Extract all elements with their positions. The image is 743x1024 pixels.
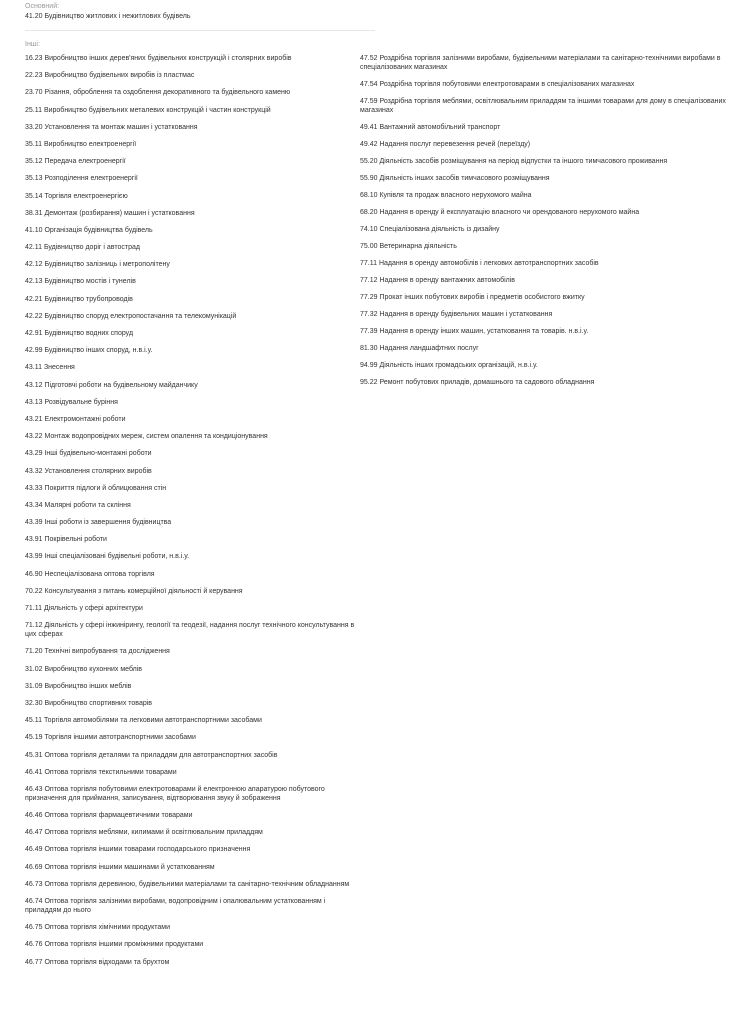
activity-item: 42.99 Будівництво інших споруд, н.в.і.у. <box>25 347 153 355</box>
activity-item: 42.13 Будівництво мостів і тунелів <box>25 278 136 286</box>
activity-item: 42.21 Будівництво трубопроводів <box>25 295 133 303</box>
other-activities-label: Інші: <box>25 41 40 48</box>
activity-item: 38.31 Демонтаж (розбирання) машин і устатковання <box>25 209 195 217</box>
activity-item: 43.99 Інші спеціалізовані будівельні роботи, н.в.і.у. <box>25 553 190 561</box>
activity-item: 42.11 Будівництво доріг і автострад <box>25 244 140 252</box>
activity-item: 33.20 Установлення та монтаж машин і устатковання <box>25 123 198 131</box>
other-activities-right-column <box>360 54 735 395</box>
activity-item: 71.12 Діяльність у сфері інжинірингу, геології та геодезії, надання послуг технічного консультування в цих сферах <box>25 622 355 639</box>
activity-item: 68.20 Надання в оренду й експлуатацію власного чи орендованого нерухомого майна <box>360 209 640 216</box>
activity-item: 35.14 Торгівля електроенергією <box>25 192 128 200</box>
activity-item: 43.91 Покрівельні роботи <box>25 536 107 544</box>
activity-item: 77.29 Прокат інших побутових виробів і предметів особистого вжитку <box>360 294 585 301</box>
activity-item: 43.34 Малярні роботи та скління <box>25 501 131 509</box>
activity-item: 46.77 Оптова торгівля відходами та брухтом <box>25 958 170 966</box>
activity-item: 16.23 Виробництво інших дерев'яних будівельних конструкцій і столярних виробів <box>25 55 292 62</box>
activity-item: 77.11 Надання в оренду автомобілів і легкових автотранспортних засобів <box>360 260 599 267</box>
activity-item: 41.10 Організація будівництва будівель <box>25 226 153 234</box>
activity-item: 77.12 Надання в оренду вантажних автомобілів <box>360 277 516 284</box>
activity-item: 70.22 Консультування з питань комерційної діяльності й керування <box>25 587 243 595</box>
activity-item: 43.13 Розвідувальне буріння <box>25 398 118 406</box>
activity-item: 75.00 Ветеринарна діяльність <box>360 243 457 250</box>
activity-item: 45.31 Оптова торгівля деталями та приладдям для автотранспортних засобів <box>25 751 278 759</box>
activity-item: 43.21 Електромонтажні роботи <box>25 415 126 423</box>
activity-item: 74.10 Спеціалізована діяльність із дизайну <box>360 226 500 233</box>
activity-item: 46.49 Оптова торгівля іншими товарами господарського призначення <box>25 846 251 854</box>
activity-item: 46.41 Оптова торгівля текстильними товарами <box>25 768 177 776</box>
activity-item: 43.22 Монтаж водопровідних мереж, систем опалення та кондиціонування <box>25 433 268 441</box>
section-divider <box>25 30 375 31</box>
activity-item: 22.23 Виробництво будівельних виробів із пластмас <box>25 72 195 80</box>
activity-item: 35.13 Розподілення електроенергії <box>25 175 138 183</box>
activity-item: 43.11 Знесення <box>25 364 75 372</box>
activity-item: 43.32 Установлення столярних виробів <box>25 467 152 475</box>
activity-item: 68.10 Купівля та продаж власного нерухомого майна <box>360 192 532 199</box>
activity-item: 94.99 Діяльність інших громадських організацій, н.в.і.у. <box>360 362 538 369</box>
activity-item: 35.12 Передача електроенергії <box>25 158 126 166</box>
activity-item: 46.69 Оптова торгівля іншими машинами й устаткованням <box>25 863 215 871</box>
activity-item: 45.11 Торгівля автомобілями та легковими автотранспортними засобами <box>25 717 262 725</box>
activity-item: 46.43 Оптова торгівля побутовими електротоварами й електронною апаратурою побутового призначення для приймання, записування, відтворювання звуку й зображення <box>25 785 325 802</box>
activity-item: 43.12 Підготовчі роботи на будівельному майданчику <box>25 381 198 389</box>
activity-item: 49.42 Надання послуг перевезення речей (переїзду) <box>360 141 531 148</box>
main-activity-label: Основний: <box>25 3 60 10</box>
activity-item: 77.32 Надання в оренду будівельних машин і устатковання <box>360 311 553 318</box>
activity-item: 43.39 Інші роботи із завершення будівництва <box>25 519 172 527</box>
activity-item: 77.39 Надання в оренду інших машин, устатковання та товарів. н.в.і.у. <box>360 328 589 335</box>
activity-item: 46.46 Оптова торгівля фармацевтичними товарами <box>25 812 193 820</box>
activity-item: 47.59 Роздрібна торгівля меблями, освітлювальним приладдям та іншими товарами для дому в спеціалізованих магазинах <box>360 98 726 114</box>
activity-item: 71.20 Технічні випробування та дослідження <box>25 648 170 656</box>
activity-item: 35.11 Виробництво електроенергії <box>25 140 137 148</box>
activity-item: 46.74 Оптова торгівля залізними виробами, водопровідним і опалювальним устаткованням і приладдям до нього <box>25 898 326 914</box>
activity-item: 31.09 Виробництво інших меблів <box>25 682 132 690</box>
activity-item: 42.12 Будівництво залізниць і метрополітену <box>25 261 170 269</box>
activity-item: 95.22 Ремонт побутових приладів, домашнього та садового обладнання <box>360 379 595 386</box>
activity-item: 43.33 Покриття підлоги й облицювання стін <box>25 484 167 492</box>
activity-item: 23.70 Різання, оброблення та оздоблення декоративного та будівельного каменю <box>25 89 291 97</box>
activity-item: 55.20 Діяльність засобів розміщування на період відпустки та іншого тимчасового проживання <box>360 158 668 165</box>
activity-item: 45.19 Торгівля іншими автотранспортними засобами <box>25 734 196 742</box>
activity-item: 46.76 Оптова торгівля іншими проміжними продуктами <box>25 941 204 949</box>
activity-item: 71.11 Діяльність у сфері архітектури <box>25 605 143 612</box>
activity-item: 49.41 Вантажний автомобільний транспорт <box>360 124 501 131</box>
activity-item: 47.52 Роздрібна торгівля залізними виробами, будівельними матеріалами та санітарно-технічними виробами в спеціалізованих магазинах <box>360 55 721 71</box>
activity-item: 81.30 Надання ландшафтних послуг <box>360 345 479 352</box>
main-activity-item: 41.20 Будівництво житлових і нежитлових будівель <box>25 13 191 20</box>
activity-item: 46.73 Оптова торгівля деревиною, будівельними матеріалами та санітарно-технічним обладнанням <box>25 880 350 888</box>
activity-item: 46.90 Неспеціалізована оптова торгівля <box>25 570 155 578</box>
activity-item: 32.30 Виробництво спортивних товарів <box>25 699 153 707</box>
activity-item: 47.54 Роздрібна торгівля побутовими електротоварами в спеціалізованих магазинах <box>360 81 635 88</box>
other-activities-left-column <box>25 54 360 975</box>
activity-item: 46.75 Оптова торгівля хімічними продуктами <box>25 924 171 932</box>
activity-item: 42.91 Будівництво водних споруд <box>25 330 134 337</box>
activity-item: 46.47 Оптова торгівля меблями, килимами й освітлювальним приладдям <box>25 829 263 837</box>
main-activity-section <box>25 2 375 23</box>
activity-item: 42.22 Будівництво споруд електропостачання та телекомунікацій <box>25 312 237 320</box>
activity-item: 25.11 Виробництво будівельних металевих конструкцій і частин конструкцій <box>25 106 271 114</box>
activity-item: 31.02 Виробництво кухонних меблів <box>25 665 143 673</box>
activity-item: 55.90 Діяльність інших засобів тимчасового розміщування <box>360 175 550 182</box>
activity-item: 43.29 Інші будівельно-монтажні роботи <box>25 450 152 458</box>
